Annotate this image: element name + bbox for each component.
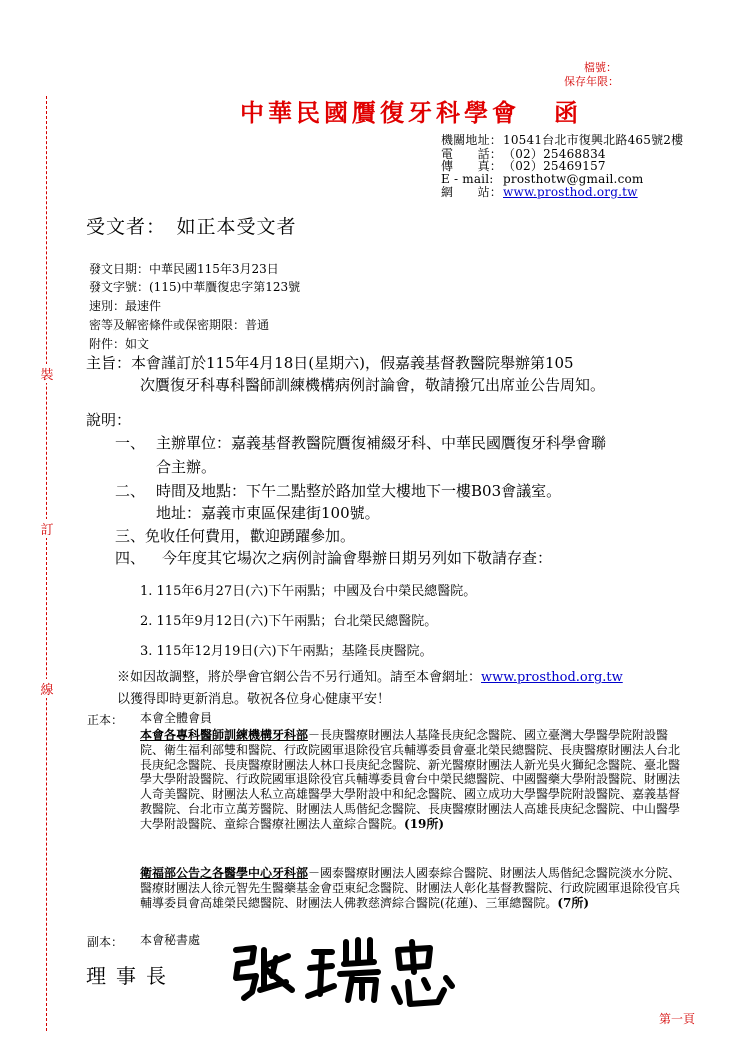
chairman-title: 理事長 [86, 964, 176, 988]
document-number: 發文字號：(115)中華贋復忠字第123號 [89, 280, 301, 294]
website-link[interactable]: www.prosthod.org.tw [503, 185, 638, 199]
item-3: 三、免收任何費用，歡迎踴躍參加。 [115, 527, 356, 545]
copy-recipients: 本會秘書處 [140, 933, 201, 947]
attachment: 附件：如文 [89, 337, 150, 351]
secrecy-level: 密等及解密條件或保密期限：普通 [89, 318, 270, 332]
item-2-line-1: 時間及地點：下午二點整於路加堂大樓地下一樓B03會議室。 [156, 482, 562, 500]
notice-website-link[interactable]: www.prosthod.org.tw [481, 670, 623, 685]
notice-line-1: ※如因故調整，將於學會官網公告不另行通知。請至本會網址：www.prosthod.org.tw [117, 670, 623, 685]
binding-char-ding: 訂 [39, 519, 55, 538]
explanation-heading: 說明： [86, 411, 132, 429]
issue-date: 發文日期：中華民國115年3月23日 [89, 262, 279, 276]
primary-recipients-label: 正本： [87, 713, 124, 727]
primary-recipients-group-2: 衛福部公告之各醫學中心牙科部－國泰醫療財團法人國泰綜合醫院、財團法人馬偕紀念醫院淡水分院、醫療財團法人徐元智先生醫藥基金會亞東紀念醫院、財團法人彰化基督教醫院、行政院國軍退除役官兵輔導委員會高雄榮民總醫院、財團法人佛教慈濟綜合醫院(花蓮)、三軍總醫院。(7所) [140, 866, 681, 910]
document-type: 函 [554, 98, 582, 127]
item-4-text: 今年度其它場次之病例討論會舉辦日期另列如下敬請存查： [162, 549, 553, 567]
schedule-item-1: 1. 115年6月27日(六)下午兩點；中國及台中榮民總醫院。 [140, 584, 477, 599]
delivery-speed: 速別：最速件 [89, 299, 162, 313]
contact-email: E - mail: prosthotw@gmail.com [441, 172, 644, 186]
item-1-number: 一、 [115, 434, 146, 452]
primary-recipients-main: 本會全體會員 [140, 711, 213, 725]
schedule-item-3: 3. 115年12月19日(六)下午兩點；基隆長庚醫院。 [140, 644, 433, 659]
binding-line [46, 96, 47, 1031]
primary-recipients-group-1: 本會各專科醫師訓練機構牙科部－長庚醫療財團法人基隆長庚紀念醫院、國立臺灣大學醫學院附設醫院、衛生福利部雙和醫院、行政院國軍退除役官兵輔導委員會臺北榮民總醫院、長庚醫療財團法人台北長庚紀念醫院、長庚醫療財團法人林口長庚紀念醫院、新光醫療財團法人新光吳火獅紀念醫院、臺北醫學大學附設醫院、行政院國軍退除役官兵輔導委員會台中榮民總醫院、中國醫藥大學附設醫院、財團法人奇美醫院、財團法人私立高雄醫學大學附設中和紀念醫院、國立成功大學醫學院附設醫院、嘉義基督教醫院、台北市立萬芳醫院、財團法人馬偕紀念醫院、長庚醫療財團法人高雄長庚紀念醫院、中山醫學大學附設醫院、童綜合醫療社團法人童綜合醫院。(19所) [140, 728, 681, 831]
contact-address: 機關地址：10541台北市復興北路465號2樓 [441, 133, 684, 147]
item-1-line-1: 主辦單位：嘉義基督教醫院贋復補綴牙科、中華民國贋復牙科學會聯 [156, 434, 607, 452]
subject-line-1: 主旨：本會謹訂於115年4月18日(星期六)，假嘉義基督教醫院舉辦第105 [86, 354, 574, 372]
item-2-number: 二、 [115, 482, 146, 500]
page-number: 第一頁 [658, 1012, 695, 1026]
item-1-line-2: 合主辦。 [156, 458, 217, 476]
item-2-line-2: 地址：嘉義市東區保建街100號。 [156, 504, 380, 522]
item-4-number: 四、 [115, 549, 146, 567]
organization-name: 中華民國贋復牙科學會 [240, 98, 520, 127]
contact-website: 網 站：www.prosthod.org.tw [441, 185, 638, 199]
notice-line-2: 以獲得即時更新消息。敬祝各位身心健康平安！ [117, 692, 391, 707]
retention-period-label: 保存年限： [564, 75, 619, 88]
contact-fax: 傳 真：（02）25469157 [441, 159, 606, 173]
contact-phone: 電 話：（02）25468834 [441, 147, 606, 161]
copy-recipients-label: 副本： [87, 935, 124, 949]
chairman-signature [228, 928, 478, 1013]
binding-char-zhuang: 裝 [39, 364, 55, 383]
letterhead-title [240, 93, 582, 128]
recipient: 受文者： 如正本受文者 [86, 216, 297, 238]
binding-char-xian: 線 [39, 679, 55, 698]
schedule-item-2: 2. 115年9月12日(六)下午兩點；台北榮民總醫院。 [140, 614, 438, 629]
subject-line-2: 次贋復牙科專科醫師訓練機構病例討論會，敬請撥冗出席並公告周知。 [140, 376, 606, 394]
file-number-label: 檔號： [584, 61, 617, 74]
